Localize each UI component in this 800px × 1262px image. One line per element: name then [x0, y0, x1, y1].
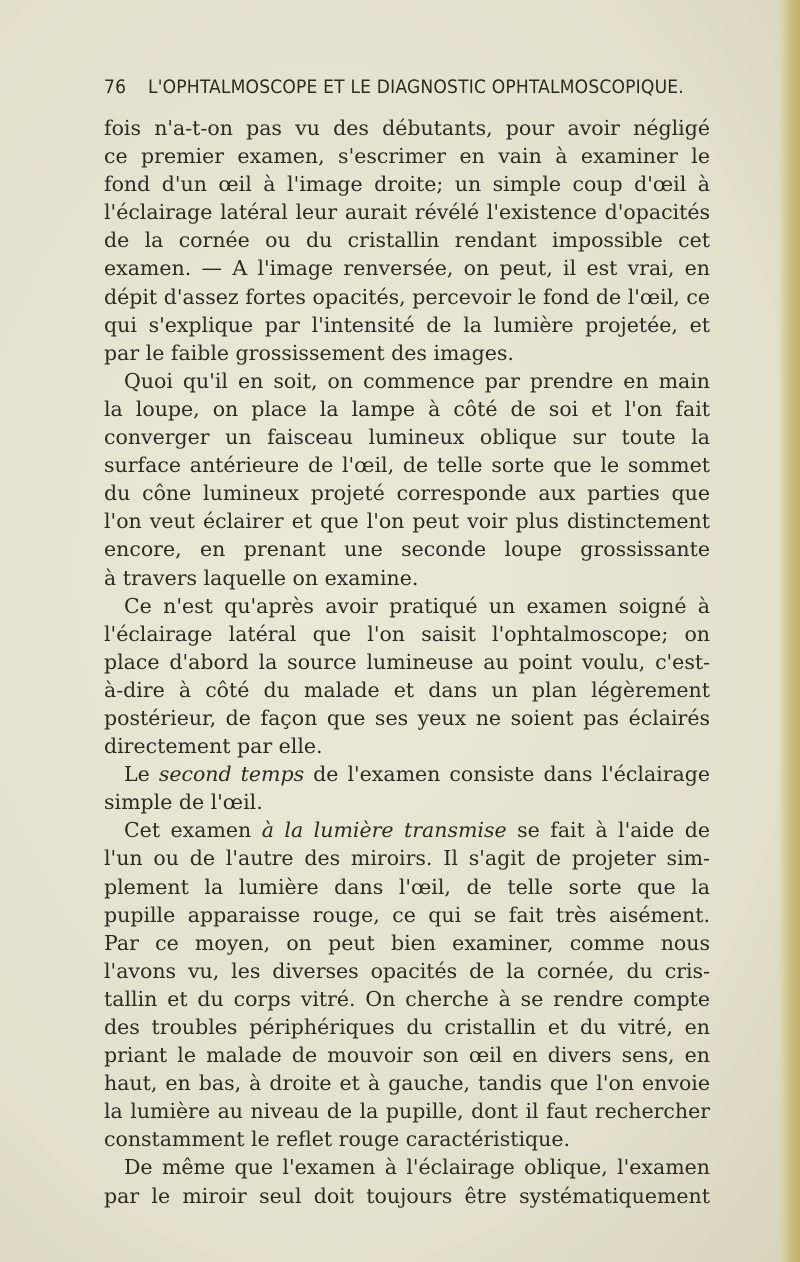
- text-line: examen. — A l'image renversée, on peut, il est vrai, en: [104, 256, 710, 281]
- text-line: converger un faisceau lumineux oblique sur toute la: [104, 425, 710, 450]
- text-line: l'avons vu, les diverses opacités de la cornée, du cris-: [104, 958, 710, 983]
- text-line: postérieur, de façon que ses yeux ne soient pas éclairés: [104, 705, 710, 730]
- text-line: directement par elle.: [104, 734, 323, 759]
- text-line: fond d'un œil à l'image droite; un simple coup d'œil à: [104, 172, 710, 197]
- text-line: encore, en prenant une seconde loupe grossissante: [104, 537, 710, 562]
- text-segment: Cet examen: [124, 818, 262, 843]
- text-line: constamment le reflet rouge caractéristique.: [104, 1127, 571, 1152]
- text-line: Quoi qu'il en soit, on commence par prendre en main: [124, 368, 710, 393]
- text-line: dépit d'assez fortes opacités, percevoir le fond de l'œil, ce: [104, 284, 710, 309]
- text-line: qui s'explique par l'intensité de la lumière projetée, et: [104, 312, 710, 337]
- text-line: haut, en bas, à droite et à gauche, tandis que l'on envoie: [104, 1071, 710, 1096]
- text-line: surface antérieure de l'œil, de telle sorte que le sommet: [104, 453, 710, 478]
- text-line: tallin et du corps vitré. On cherche à se rendre compte: [104, 986, 710, 1011]
- text-line: fois n'a-t-on pas vu des débutants, pour avoir négligé: [104, 116, 710, 140]
- body-text: [104, 114, 710, 1210]
- running-head: [104, 76, 714, 100]
- text-line: l'éclairage latéral que l'on saisit l'ophtalmoscope; on: [104, 621, 710, 646]
- text-line: du cône lumineux projeté corresponde aux parties que: [104, 481, 710, 506]
- text-line: la lumière au niveau de la pupille, dont il faut rechercher: [104, 1099, 710, 1124]
- text-line: place d'abord la source lumineuse au point voulu, c'est-: [104, 649, 710, 674]
- text-line: à-dire à côté du malade et dans un plan légèrement: [104, 677, 710, 702]
- text-segment: de l'examen consiste dans l'éclairage: [304, 762, 710, 787]
- text-line: De même que l'examen à l'éclairage oblique, l'examen: [124, 1155, 710, 1180]
- text-line: la loupe, on place la lampe à côté de soi et l'on fait: [104, 396, 710, 421]
- text-line: par le faible grossissement des images.: [104, 340, 514, 365]
- text-line: [104, 816, 710, 844]
- text-line: ce premier examen, s'escrimer en vain à examiner le: [104, 144, 710, 169]
- italic-phrase: à la lumière transmise: [261, 818, 507, 843]
- text-line: l'un ou de l'autre des miroirs. Il s'agit de projeter sim-: [104, 846, 710, 871]
- page-edge: [778, 0, 800, 1262]
- text-line: priant le malade de mouvoir son œil en divers sens, en: [104, 1043, 710, 1068]
- text-line: [104, 760, 710, 788]
- text-line: à travers laquelle on examine.: [104, 565, 419, 590]
- text-line: Ce n'est qu'après avoir pratiqué un examen soigné à: [124, 593, 710, 618]
- italic-phrase: second temps: [158, 762, 305, 787]
- text-line: l'éclairage latéral leur aurait révélé l'existence d'opacités: [104, 200, 710, 225]
- text-line: plement la lumière dans l'œil, de telle sorte que la: [104, 874, 710, 899]
- page-number: 76: [104, 76, 127, 98]
- text-line: de la cornée ou du cristallin rendant impossible cet: [104, 228, 710, 253]
- text-line: par le miroir seul doit toujours être systématiquement: [104, 1183, 710, 1208]
- text-line: l'on veut éclairer et que l'on peut voir plus distinctement: [104, 509, 710, 534]
- text-segment: se fait à l'aide de: [506, 818, 711, 843]
- text-segment: Le: [124, 762, 159, 787]
- text-line: des troubles périphériques du cristallin et du vitré, en: [104, 1015, 710, 1039]
- text-line: Par ce moyen, on peut bien examiner, comme nous: [104, 930, 710, 955]
- running-title: L'OPHTALMOSCOPE ET LE DIAGNOSTIC OPHTALMOSCOPIQUE.: [148, 76, 684, 98]
- text-line: simple de l'œil.: [104, 790, 263, 815]
- text-line: pupille apparaisse rouge, ce qui se fait très aisément.: [104, 902, 710, 927]
